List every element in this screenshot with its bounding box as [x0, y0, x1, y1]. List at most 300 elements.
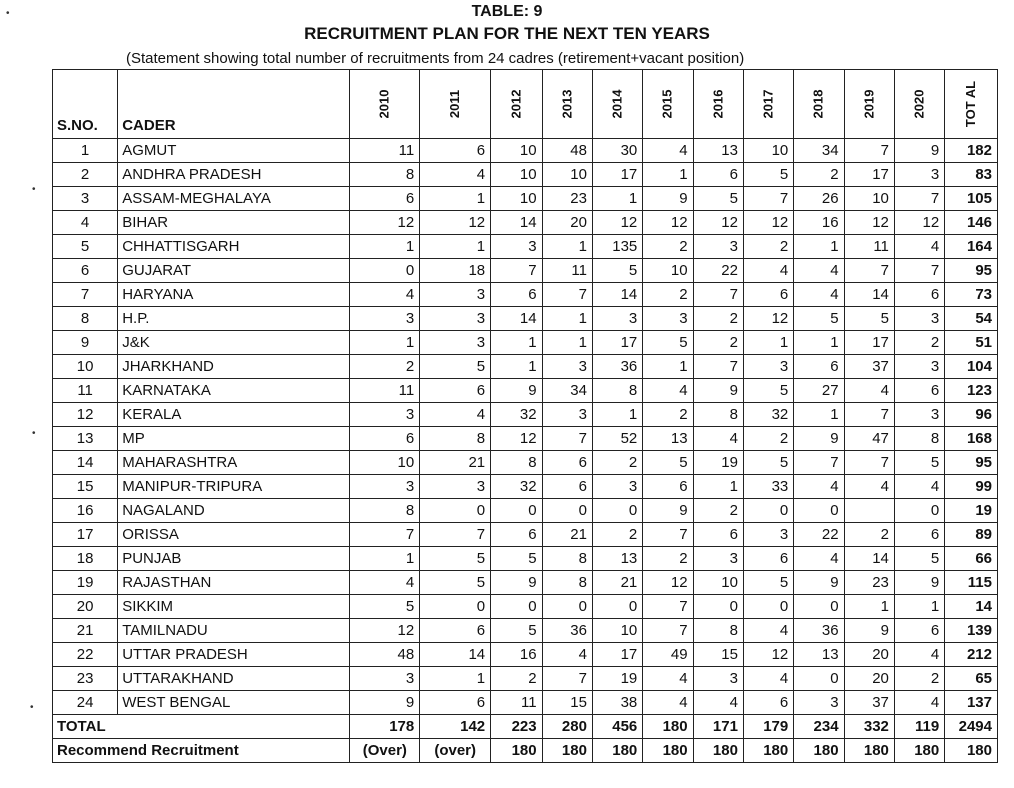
column-header-year: 2019: [844, 70, 894, 139]
year-value-cell: 5: [643, 331, 693, 355]
year-value-cell: 17: [592, 163, 642, 187]
cader-cell: UTTAR PRADESH: [118, 643, 350, 667]
year-value-cell: 9: [894, 139, 944, 163]
year-value-cell: 0: [491, 595, 542, 619]
year-value-cell: 0: [794, 499, 844, 523]
year-value-cell: 5: [743, 451, 793, 475]
table-row: [53, 211, 998, 235]
year-value-cell: 1: [542, 307, 592, 331]
year-value-cell: 4: [693, 691, 743, 715]
year-value-cell: 3: [693, 667, 743, 691]
year-value-cell: 0: [794, 667, 844, 691]
column-header-year: 2020: [894, 70, 944, 139]
year-value-cell: 4: [894, 475, 944, 499]
year-value-cell: 13: [693, 139, 743, 163]
year-value-cell: 6: [693, 163, 743, 187]
cader-cell: WEST BENGAL: [118, 691, 350, 715]
year-value-cell: 8: [542, 571, 592, 595]
row-total-cell: 115: [945, 571, 998, 595]
year-value-cell: 7: [643, 595, 693, 619]
year-value-cell: 17: [592, 643, 642, 667]
table-row: [53, 235, 998, 259]
year-value-cell: 5: [894, 547, 944, 571]
year-value-cell: 34: [542, 379, 592, 403]
year-value-cell: 12: [743, 307, 793, 331]
year-value-cell: 2: [592, 523, 642, 547]
column-header-year: 2016: [693, 70, 743, 139]
year-value-cell: 2: [844, 523, 894, 547]
recommend-label: Recommend Recruitment: [53, 739, 350, 763]
year-value-cell: 0: [420, 499, 491, 523]
year-value-cell: 13: [592, 547, 642, 571]
year-value-cell: 7: [844, 403, 894, 427]
column-header-year: 2010: [350, 70, 420, 139]
column-header-year: 2011: [420, 70, 491, 139]
year-value-cell: 6: [693, 523, 743, 547]
scan-mark: •: [6, 8, 10, 19]
year-value-cell: 2: [592, 451, 642, 475]
year-value-cell: 2: [894, 667, 944, 691]
row-total-cell: 182: [945, 139, 998, 163]
year-value-cell: 20: [542, 211, 592, 235]
cader-cell: UTTARAKHAND: [118, 667, 350, 691]
year-value-cell: 37: [844, 355, 894, 379]
year-value-cell: 4: [894, 643, 944, 667]
year-value-cell: 7: [542, 283, 592, 307]
year-value-cell: 14: [592, 283, 642, 307]
year-value-cell: 9: [643, 499, 693, 523]
cader-cell: MANIPUR-TRIPURA: [118, 475, 350, 499]
year-value-cell: 11: [350, 379, 420, 403]
year-value-cell: 2: [643, 235, 693, 259]
year-value-cell: 7: [643, 619, 693, 643]
year-value-cell: 14: [491, 307, 542, 331]
table-row: [53, 499, 998, 523]
year-value-cell: 10: [491, 139, 542, 163]
total-value-cell: 223: [491, 715, 542, 739]
row-total-cell: 139: [945, 619, 998, 643]
year-value-cell: 3: [794, 691, 844, 715]
row-total-cell: 95: [945, 259, 998, 283]
total-row: [53, 715, 998, 739]
year-value-cell: 8: [350, 163, 420, 187]
year-value-cell: 1: [350, 547, 420, 571]
table-row: [53, 451, 998, 475]
total-value-cell: 234: [794, 715, 844, 739]
year-value-cell: 4: [794, 283, 844, 307]
year-value-cell: 10: [743, 139, 793, 163]
year-value-cell: 36: [542, 619, 592, 643]
year-value-cell: 49: [643, 643, 693, 667]
scan-mark: •: [30, 702, 34, 713]
recommend-value-cell: 180: [542, 739, 592, 763]
year-value-cell: 4: [844, 475, 894, 499]
year-value-cell: 4: [894, 691, 944, 715]
table-row: [53, 523, 998, 547]
year-value-cell: 0: [743, 499, 793, 523]
year-value-cell: 5: [794, 307, 844, 331]
year-value-cell: 1: [693, 475, 743, 499]
year-value-cell: 7: [542, 667, 592, 691]
year-value-cell: 5: [350, 595, 420, 619]
serial-number-cell: 5: [53, 235, 118, 259]
year-value-cell: 1: [350, 235, 420, 259]
table-row: [53, 547, 998, 571]
year-value-cell: 3: [693, 547, 743, 571]
year-value-cell: 3: [491, 235, 542, 259]
year-value-cell: 0: [592, 499, 642, 523]
year-value-cell: 2: [693, 331, 743, 355]
year-value-cell: 16: [491, 643, 542, 667]
recommend-value-cell: 180: [844, 739, 894, 763]
table-row: [53, 667, 998, 691]
total-value-cell: 332: [844, 715, 894, 739]
serial-number-cell: 17: [53, 523, 118, 547]
year-value-cell: 7: [542, 427, 592, 451]
year-value-cell: 7: [693, 283, 743, 307]
year-value-cell: 36: [794, 619, 844, 643]
year-value-cell: 23: [542, 187, 592, 211]
year-value-cell: 3: [350, 403, 420, 427]
year-value-cell: 3: [420, 331, 491, 355]
recommend-value-cell: (Over): [350, 739, 420, 763]
serial-number-cell: 3: [53, 187, 118, 211]
year-value-cell: 5: [420, 355, 491, 379]
year-value-cell: 4: [794, 547, 844, 571]
year-value-cell: 4: [894, 235, 944, 259]
year-value-cell: 48: [350, 643, 420, 667]
year-value-cell: 12: [894, 211, 944, 235]
row-total-cell: 14: [945, 595, 998, 619]
table-row: [53, 307, 998, 331]
year-value-cell: 5: [844, 307, 894, 331]
year-value-cell: 1: [542, 235, 592, 259]
year-value-cell: 3: [894, 307, 944, 331]
year-value-cell: 0: [491, 499, 542, 523]
year-value-cell: 3: [894, 355, 944, 379]
year-value-cell: 1: [491, 331, 542, 355]
table-row: [53, 355, 998, 379]
table-row: [53, 595, 998, 619]
year-value-cell: 135: [592, 235, 642, 259]
year-value-cell: 8: [693, 619, 743, 643]
serial-number-cell: 24: [53, 691, 118, 715]
year-value-cell: 27: [794, 379, 844, 403]
recommend-value-cell: 180: [491, 739, 542, 763]
year-value-cell: 4: [350, 283, 420, 307]
year-value-cell: 1: [491, 355, 542, 379]
year-value-cell: 12: [643, 571, 693, 595]
year-value-cell: 5: [592, 259, 642, 283]
year-value-cell: 14: [491, 211, 542, 235]
row-total-cell: 212: [945, 643, 998, 667]
total-value-cell: 456: [592, 715, 642, 739]
year-value-cell: 4: [743, 667, 793, 691]
year-value-cell: 6: [743, 283, 793, 307]
table-row: [53, 475, 998, 499]
year-value-cell: 4: [350, 571, 420, 595]
year-value-cell: 37: [844, 691, 894, 715]
year-value-cell: 6: [743, 691, 793, 715]
year-value-cell: 1: [420, 667, 491, 691]
serial-number-cell: 6: [53, 259, 118, 283]
recommend-value-cell: 180: [894, 739, 944, 763]
year-value-cell: 3: [743, 523, 793, 547]
recommend-value-cell: 180: [794, 739, 844, 763]
serial-number-cell: 2: [53, 163, 118, 187]
year-value-cell: 0: [350, 259, 420, 283]
total-value-cell: 119: [894, 715, 944, 739]
year-value-cell: 5: [491, 547, 542, 571]
year-value-cell: 6: [420, 139, 491, 163]
year-value-cell: 4: [743, 259, 793, 283]
year-value-cell: 3: [894, 163, 944, 187]
table-number: TABLE: 9: [471, 3, 543, 20]
year-value-cell: 1: [743, 331, 793, 355]
year-value-cell: 12: [743, 211, 793, 235]
year-value-cell: 5: [420, 547, 491, 571]
year-value-cell: 38: [592, 691, 642, 715]
row-total-cell: 83: [945, 163, 998, 187]
cader-cell: TAMILNADU: [118, 619, 350, 643]
year-value-cell: 9: [844, 619, 894, 643]
table-row: [53, 259, 998, 283]
year-value-cell: 9: [643, 187, 693, 211]
year-value-cell: 10: [542, 163, 592, 187]
year-value-cell: 4: [643, 667, 693, 691]
recommend-value-cell: (over): [420, 739, 491, 763]
year-value-cell: 18: [420, 259, 491, 283]
year-value-cell: 7: [794, 451, 844, 475]
year-value-cell: 5: [693, 187, 743, 211]
year-value-cell: 12: [844, 211, 894, 235]
cader-cell: BIHAR: [118, 211, 350, 235]
year-value-cell: 9: [491, 379, 542, 403]
year-value-cell: 32: [491, 475, 542, 499]
serial-number-cell: 13: [53, 427, 118, 451]
year-value-cell: 7: [693, 355, 743, 379]
year-value-cell: 4: [542, 643, 592, 667]
cader-cell: GUJARAT: [118, 259, 350, 283]
year-value-cell: 3: [643, 307, 693, 331]
cader-cell: PUNJAB: [118, 547, 350, 571]
row-total-cell: 19: [945, 499, 998, 523]
year-value-cell: 5: [743, 379, 793, 403]
year-value-cell: 33: [743, 475, 793, 499]
year-value-cell: 3: [592, 307, 642, 331]
year-value-cell: 19: [693, 451, 743, 475]
year-value-cell: 6: [420, 619, 491, 643]
column-header-year: 2018: [794, 70, 844, 139]
year-value-cell: 3: [542, 355, 592, 379]
year-value-cell: 1: [794, 235, 844, 259]
table-row: [53, 427, 998, 451]
row-total-cell: 123: [945, 379, 998, 403]
year-value-cell: 1: [643, 163, 693, 187]
grand-total-cell: 2494: [945, 715, 998, 739]
total-value-cell: 171: [693, 715, 743, 739]
year-value-cell: 26: [794, 187, 844, 211]
year-value-cell: 4: [794, 475, 844, 499]
year-value-cell: 6: [794, 355, 844, 379]
year-value-cell: 2: [794, 163, 844, 187]
year-value-cell: 7: [844, 259, 894, 283]
year-value-cell: 3: [592, 475, 642, 499]
year-value-cell: 52: [592, 427, 642, 451]
cader-cell: NAGALAND: [118, 499, 350, 523]
year-value-cell: 22: [693, 259, 743, 283]
table-row: [53, 571, 998, 595]
year-value-cell: 9: [794, 427, 844, 451]
year-value-cell: 7: [491, 259, 542, 283]
recommend-row: [53, 739, 998, 763]
cader-cell: ASSAM-MEGHALAYA: [118, 187, 350, 211]
row-total-cell: 146: [945, 211, 998, 235]
year-value-cell: 2: [743, 427, 793, 451]
year-value-cell: 3: [350, 475, 420, 499]
cader-cell: JHARKHAND: [118, 355, 350, 379]
year-value-cell: 6: [894, 283, 944, 307]
year-value-cell: 5: [743, 163, 793, 187]
table-row: [53, 283, 998, 307]
year-value-cell: 0: [794, 595, 844, 619]
year-value-cell: 1: [592, 403, 642, 427]
year-value-cell: 10: [491, 163, 542, 187]
cader-cell: MAHARASHTRA: [118, 451, 350, 475]
year-value-cell: 2: [894, 331, 944, 355]
year-value-cell: 7: [894, 259, 944, 283]
year-value-cell: 17: [844, 163, 894, 187]
year-value-cell: 9: [693, 379, 743, 403]
year-value-cell: 32: [491, 403, 542, 427]
year-value-cell: 3: [542, 403, 592, 427]
year-value-cell: 11: [542, 259, 592, 283]
serial-number-cell: 23: [53, 667, 118, 691]
year-value-cell: 11: [350, 139, 420, 163]
row-total-cell: 96: [945, 403, 998, 427]
header-row: [53, 70, 998, 139]
cader-cell: SIKKIM: [118, 595, 350, 619]
year-value-cell: 0: [542, 499, 592, 523]
year-value-cell: 17: [844, 331, 894, 355]
year-value-cell: 12: [350, 619, 420, 643]
year-value-cell: 20: [844, 643, 894, 667]
column-header-year: 2017: [743, 70, 793, 139]
year-value-cell: 14: [844, 547, 894, 571]
row-total-cell: 164: [945, 235, 998, 259]
serial-number-cell: 10: [53, 355, 118, 379]
row-total-cell: 105: [945, 187, 998, 211]
table-row: [53, 139, 998, 163]
year-value-cell: 3: [420, 307, 491, 331]
recruitment-table: [52, 69, 998, 763]
year-value-cell: 16: [794, 211, 844, 235]
table-row: [53, 619, 998, 643]
serial-number-cell: 12: [53, 403, 118, 427]
cader-cell: AGMUT: [118, 139, 350, 163]
total-value-cell: 180: [643, 715, 693, 739]
year-value-cell: 6: [350, 427, 420, 451]
cader-cell: KERALA: [118, 403, 350, 427]
table-row: [53, 379, 998, 403]
year-value-cell: 5: [894, 451, 944, 475]
year-value-cell: 8: [542, 547, 592, 571]
year-value-cell: 21: [420, 451, 491, 475]
year-value-cell: 5: [491, 619, 542, 643]
year-value-cell: 21: [542, 523, 592, 547]
column-header-year: 2014: [592, 70, 642, 139]
year-value-cell: 1: [794, 403, 844, 427]
year-value-cell: 9: [491, 571, 542, 595]
year-value-cell: 8: [592, 379, 642, 403]
year-value-cell: 4: [794, 259, 844, 283]
year-value-cell: 15: [542, 691, 592, 715]
year-value-cell: 8: [894, 427, 944, 451]
year-value-cell: 7: [743, 187, 793, 211]
row-total-cell: 89: [945, 523, 998, 547]
year-value-cell: 12: [420, 211, 491, 235]
column-header-year: 2012: [491, 70, 542, 139]
year-value-cell: [844, 499, 894, 523]
cader-cell: KARNATAKA: [118, 379, 350, 403]
year-value-cell: 47: [844, 427, 894, 451]
year-value-cell: 12: [693, 211, 743, 235]
serial-number-cell: 18: [53, 547, 118, 571]
year-value-cell: 12: [643, 211, 693, 235]
year-value-cell: 5: [743, 571, 793, 595]
year-value-cell: 19: [592, 667, 642, 691]
year-value-cell: 1: [844, 595, 894, 619]
year-value-cell: 32: [743, 403, 793, 427]
column-header-year: 2013: [542, 70, 592, 139]
total-label: TOTAL: [53, 715, 350, 739]
total-value-cell: 280: [542, 715, 592, 739]
year-value-cell: 2: [643, 547, 693, 571]
year-value-cell: 14: [420, 643, 491, 667]
year-value-cell: 4: [844, 379, 894, 403]
serial-number-cell: 7: [53, 283, 118, 307]
year-value-cell: 6: [743, 547, 793, 571]
row-total-cell: 168: [945, 427, 998, 451]
year-value-cell: 1: [643, 355, 693, 379]
year-value-cell: 30: [592, 139, 642, 163]
year-value-cell: 4: [643, 139, 693, 163]
year-value-cell: 9: [350, 691, 420, 715]
year-value-cell: 10: [693, 571, 743, 595]
year-value-cell: 0: [743, 595, 793, 619]
year-value-cell: 3: [894, 403, 944, 427]
serial-number-cell: 9: [53, 331, 118, 355]
year-value-cell: 12: [350, 211, 420, 235]
recommend-value-cell: 180: [693, 739, 743, 763]
year-value-cell: 6: [420, 691, 491, 715]
recommend-value-cell: 180: [643, 739, 693, 763]
year-value-cell: 3: [420, 475, 491, 499]
year-value-cell: 2: [643, 283, 693, 307]
serial-number-cell: 15: [53, 475, 118, 499]
column-header-sno: S.NO.: [53, 70, 118, 139]
year-value-cell: 1: [420, 235, 491, 259]
year-value-cell: 5: [643, 451, 693, 475]
year-value-cell: 12: [592, 211, 642, 235]
year-value-cell: 3: [420, 283, 491, 307]
table-heading: RECRUITMENT PLAN FOR THE NEXT TEN YEARS: [304, 24, 710, 43]
table-subtitle: (Statement showing total number of recruitments from 24 cadres (retirement+vacant position): [126, 50, 745, 67]
serial-number-cell: 22: [53, 643, 118, 667]
cader-cell: HARYANA: [118, 283, 350, 307]
year-value-cell: 23: [844, 571, 894, 595]
serial-number-cell: 1: [53, 139, 118, 163]
